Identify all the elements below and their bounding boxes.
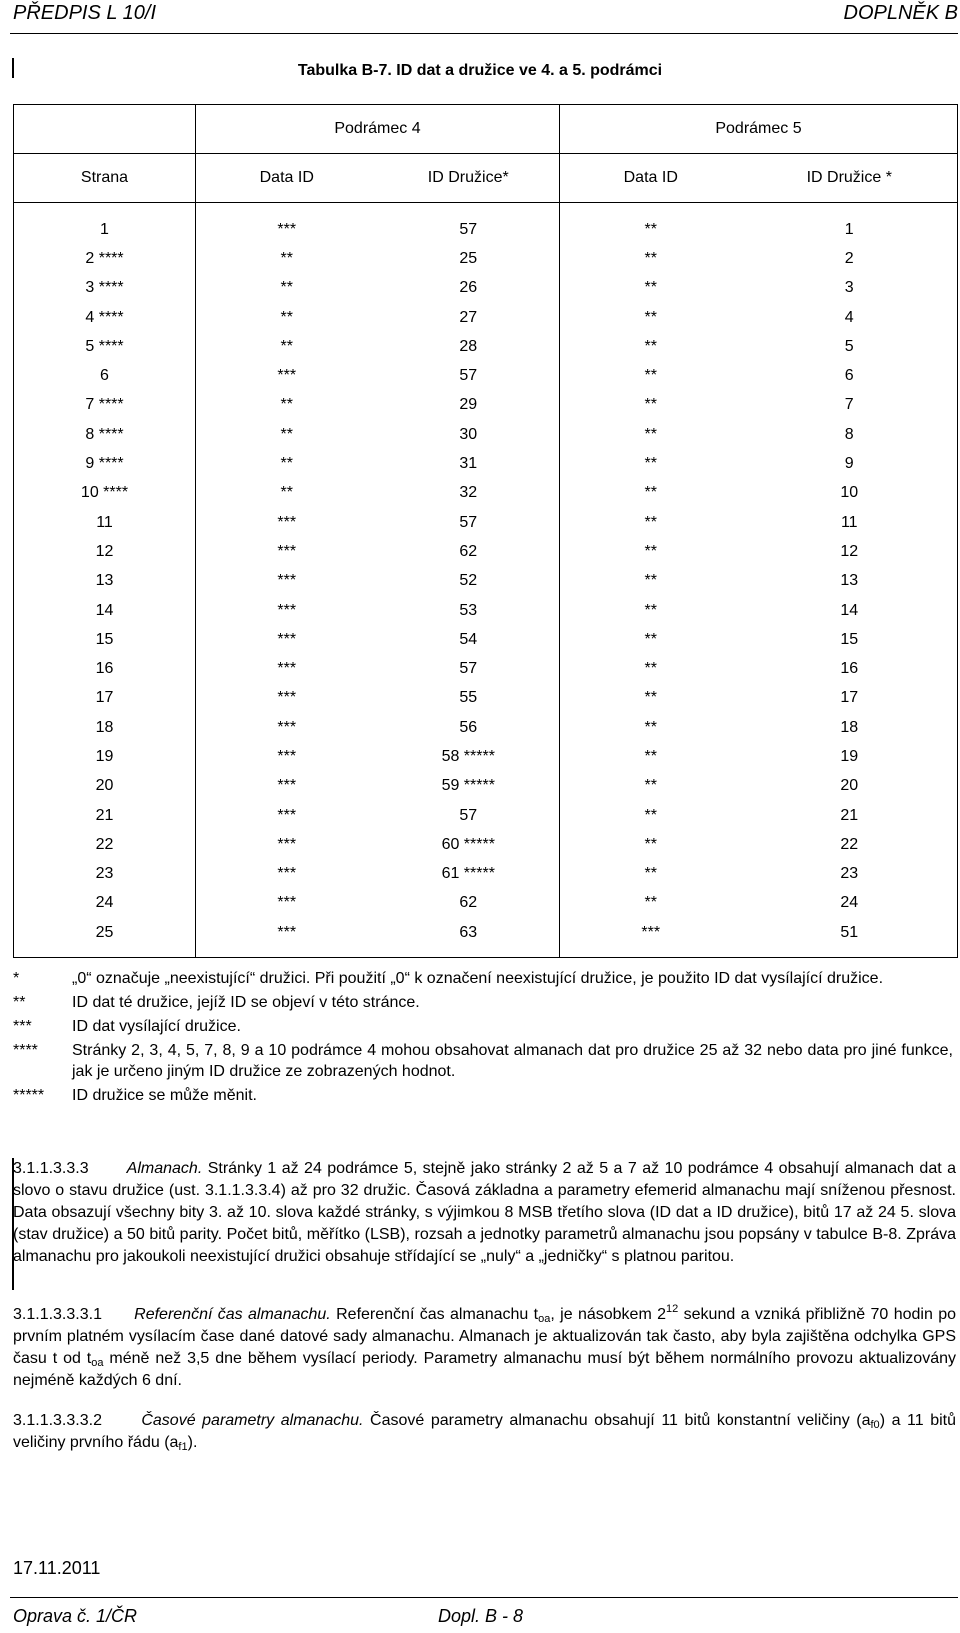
column-header-row — [14, 154, 958, 203]
table-cell: ** — [644, 513, 657, 531]
table-row — [14, 654, 958, 683]
table-cell: 57 — [378, 508, 560, 537]
table-cell: *** — [277, 572, 297, 590]
table-row — [14, 801, 958, 830]
table-row — [14, 361, 958, 390]
table-cell: 57 — [378, 215, 560, 244]
table-cell: 20 — [14, 772, 196, 801]
footer-date: 17.11.2011 — [13, 1558, 101, 1578]
table-cell: 15 — [840, 630, 859, 648]
table-cell: ** — [644, 660, 657, 678]
table-row — [14, 449, 958, 478]
table-row — [14, 830, 958, 859]
table-cell: 29 — [378, 391, 560, 420]
table-cell: 62 — [378, 889, 560, 918]
subscript: f1 — [178, 1441, 188, 1453]
note-item — [13, 1040, 953, 1082]
table-body — [14, 203, 958, 958]
subscript: oa — [538, 1313, 551, 1325]
table-cell: 25 — [14, 918, 196, 947]
paragraph-text: méně než 3,5 dne během vysílací periody. Parametry almanachu musí být během normálního provozu aktualizovány nejméně každých 6 dní. — [13, 1350, 956, 1389]
table-cell: *** — [277, 923, 297, 941]
footer-page-number — [438, 1606, 523, 1627]
note-text: „0“ označuje „neexistující“ družici. Při použití „0“ k označení neexistující družice, je použito ID dat vysílající družice. — [72, 970, 884, 987]
table-cell: ** — [644, 572, 657, 590]
table-cell: *** — [277, 220, 297, 238]
paragraph-title: Almanach. — [126, 1160, 203, 1177]
table-cell: ** — [644, 777, 657, 795]
table-row — [14, 772, 958, 801]
table-row — [14, 274, 958, 303]
note-mark: *** — [13, 1018, 32, 1035]
table-cell: ** — [280, 484, 293, 502]
paragraph-text: sekund a vzniká přibližně 70 hodin po prvním platném vysílacím čase dané datové sady almanachu. Almanach je aktualizován tak často, aby byla zajištěna odchylka GPS času t od t — [13, 1306, 956, 1367]
table-cell: 10 — [840, 484, 859, 502]
table-cell: 12 — [14, 537, 196, 566]
table-cell: 18 — [14, 713, 196, 742]
table-cell: 51 — [840, 923, 859, 941]
table-row — [14, 244, 958, 273]
table-cell: *** — [641, 923, 661, 941]
table-row — [14, 537, 958, 566]
table-cell: 16 — [840, 660, 859, 678]
superscript: 12 — [666, 1303, 679, 1315]
table-cell: ** — [644, 689, 657, 707]
paragraph-text: Časové parametry almanachu obsahují 11 bitů konstantní veličiny (a — [370, 1412, 871, 1429]
table-cell: 11 — [840, 513, 858, 531]
paragraph-text: Stránky 1 až 24 podrámce 5, stejně jako stránky 2 až 5 a 7 až 10 podrámce 4 obsahují almanach dat a slovo o stavu družice (ust. 3.1.1.3.3.4) až pro 32 družic. Časová základna a parametry efemerid almanachu mají sníženou přesnost. Data obsazují všechny bity 3. až 10. slova každé stránky, s výjimkou 8 MSB třetího slova (ID dat a ID družice), bitů 17 až 24 5. slova (stav družice) a 50 bitů parity. Počet bitů, měřítko (LSB), rozsah a jednotky parametrů almanachu jsou popsány v tabulce B-8. Zpráva almanachu pro jakoukoli neexistující družici obsahuje střídající se „nuly“ a „jedničky“ s platnou paritou. — [13, 1160, 956, 1265]
column-header: Strana — [14, 154, 196, 203]
table-cell: 22 — [14, 830, 196, 859]
paragraph-text: ). — [187, 1434, 198, 1451]
note-text: ID družice se může měnit. — [72, 1087, 257, 1104]
subscript: f0 — [870, 1419, 880, 1431]
table-cell: ** — [644, 249, 657, 267]
table-row — [14, 684, 958, 713]
table-row — [14, 567, 958, 596]
table-cell: 14 — [840, 601, 859, 619]
table-cell: 24 — [840, 894, 859, 912]
table-cell: ** — [644, 630, 657, 648]
table-cell: ** — [280, 308, 293, 326]
table-row — [14, 889, 958, 918]
column-header: ID Družice* — [378, 154, 560, 203]
table-cell: 4 **** — [14, 303, 196, 332]
table-cell: 8 **** — [14, 420, 196, 449]
table-cell: ** — [280, 279, 293, 297]
table-row — [14, 918, 958, 947]
table-cell: 27 — [378, 303, 560, 332]
table-cell: 24 — [14, 889, 196, 918]
note-item — [13, 968, 953, 989]
table-row — [14, 215, 958, 244]
table-cell: 28 — [378, 332, 560, 361]
table-cell: 4 — [844, 308, 854, 326]
group-header-row — [14, 105, 958, 154]
table-cell: *** — [277, 689, 297, 707]
table-cell: 12 — [840, 542, 859, 560]
table-cell: *** — [277, 513, 297, 531]
table-cell: ** — [644, 718, 657, 736]
note-item — [13, 1016, 953, 1037]
paragraph-title: Časové parametry almanachu. — [141, 1412, 364, 1429]
table-cell: ** — [644, 601, 657, 619]
note-text: ID dat vysílající družice. — [72, 1018, 241, 1035]
table-cell: ** — [644, 484, 657, 502]
header-left: PŘEDPIS L 10/I — [13, 2, 157, 24]
table-cell: 32 — [378, 479, 560, 508]
table-cell: *** — [277, 835, 297, 853]
table-cell: ** — [644, 747, 657, 765]
paragraph-text: ) a 11 bitů veličiny prvního řádu (a — [13, 1412, 957, 1451]
table-cell: 2 — [844, 249, 854, 267]
table-cell: 20 — [840, 777, 859, 795]
table-cell: 57 — [378, 654, 560, 683]
table-row — [14, 303, 958, 332]
column-header: ID Družice * — [742, 154, 958, 203]
table-cell: 58 ***** — [378, 742, 560, 771]
table-notes — [13, 968, 953, 1109]
table-row — [14, 508, 958, 537]
table-row — [14, 860, 958, 889]
table-cell: *** — [277, 806, 297, 824]
paragraph-time-parameters — [13, 1410, 956, 1454]
table-cell: *** — [277, 894, 297, 912]
table-row — [14, 596, 958, 625]
table-cell: *** — [277, 542, 297, 560]
table-row — [14, 742, 958, 771]
table-cell: ** — [280, 425, 293, 443]
table-cell: ** — [644, 865, 657, 883]
paragraph-title: Referenční čas almanachu. — [134, 1306, 331, 1323]
table-cell: 59 ***** — [378, 772, 560, 801]
table-cell: 9 — [844, 455, 854, 473]
table-cell: 7 — [844, 396, 854, 414]
group-header-subframe-5: Podrámec 5 — [560, 105, 958, 154]
table-cell: ** — [644, 308, 657, 326]
paragraph-number: 3.1.1.3.3.3.2 — [13, 1412, 102, 1429]
subscript: oa — [91, 1357, 104, 1369]
table-cell: ** — [280, 455, 293, 473]
table-cell: 52 — [378, 567, 560, 596]
table-cell: ** — [644, 894, 657, 912]
table-cell: 15 — [14, 625, 196, 654]
table-cell: ** — [644, 806, 657, 824]
table-cell: 5 — [844, 337, 854, 355]
table-cell: *** — [277, 865, 297, 883]
table-cell: 9 **** — [14, 449, 196, 478]
table-cell: 1 — [844, 220, 854, 238]
table-cell: *** — [277, 367, 297, 385]
table-cell: 57 — [378, 361, 560, 390]
footer-amendment — [13, 1606, 137, 1627]
header-right: DOPLNĚK B — [843, 2, 958, 24]
table-cell: 55 — [378, 684, 560, 713]
table-cell: 23 — [840, 865, 859, 883]
table-cell: *** — [277, 747, 297, 765]
note-item — [13, 1085, 953, 1106]
table-cell: *** — [277, 777, 297, 795]
table-cell: 22 — [840, 835, 859, 853]
table-cell: ** — [644, 367, 657, 385]
group-header-subframe-4: Podrámec 4 — [196, 105, 560, 154]
table-cell: 3 **** — [14, 274, 196, 303]
table-cell: 56 — [378, 713, 560, 742]
table-cell: *** — [277, 630, 297, 648]
header-rule — [10, 33, 958, 34]
table-cell: 62 — [378, 537, 560, 566]
satellite-id-table — [13, 104, 958, 958]
column-header: Data ID — [196, 154, 378, 203]
table-cell: ** — [644, 396, 657, 414]
table-cell: ** — [644, 835, 657, 853]
note-item — [13, 992, 953, 1013]
table-cell: 17 — [840, 689, 859, 707]
table-cell: 21 — [840, 806, 859, 824]
note-text: Stránky 2, 3, 4, 5, 7, 8, 9 a 10 podrámce 4 mohou obsahovat almanach dat pro družice 25 až 32 nebo data pro jiné funkce, jak je určeno jiným ID družice ze zobrazených hodnot. — [72, 1042, 953, 1080]
table-cell: 16 — [14, 654, 196, 683]
table-cell: 19 — [840, 747, 859, 765]
table-cell: ** — [280, 396, 293, 414]
paragraph-almanac — [13, 1158, 956, 1268]
table-cell: 25 — [378, 244, 560, 273]
note-mark: ** — [13, 994, 26, 1011]
paragraph-reference-time — [13, 1304, 956, 1392]
table-cell: 53 — [378, 596, 560, 625]
table-cell: 6 — [844, 367, 854, 385]
table-cell: 3 — [844, 279, 854, 297]
table-cell: 1 — [14, 215, 196, 244]
table-cell: 10 **** — [14, 479, 196, 508]
table-cell: ** — [280, 249, 293, 267]
table-cell: 61 ***** — [378, 860, 560, 889]
table-cell: 18 — [840, 718, 859, 736]
footer-rule — [10, 1597, 958, 1598]
table-cell: ** — [644, 337, 657, 355]
paragraph-number: 3.1.1.3.3.3 — [13, 1160, 89, 1177]
table-cell: 2 **** — [14, 244, 196, 273]
note-mark: ***** — [13, 1087, 45, 1104]
table-cell: 57 — [378, 801, 560, 830]
table-row — [14, 625, 958, 654]
paragraph-text: Referenční čas almanachu t — [336, 1306, 539, 1323]
table-cell: 5 **** — [14, 332, 196, 361]
table-row — [14, 479, 958, 508]
table-cell: 11 — [14, 508, 196, 537]
table-cell: 23 — [14, 860, 196, 889]
footer-amendment-text: Oprava č. 1/ČR — [13, 1606, 138, 1626]
paragraph-number: 3.1.1.3.3.3.1 — [13, 1306, 102, 1323]
table-cell: ** — [644, 279, 657, 297]
table-cell: 54 — [378, 625, 560, 654]
table-cell: *** — [277, 718, 297, 736]
table-cell: 63 — [378, 918, 560, 947]
table-caption: Tabulka B-7. ID dat a družice ve 4. a 5. podrámci — [297, 62, 663, 79]
table-cell: ** — [644, 455, 657, 473]
table-cell: *** — [277, 601, 297, 619]
table-cell: 8 — [844, 425, 854, 443]
table-cell: 6 — [14, 361, 196, 390]
table-cell: 13 — [14, 567, 196, 596]
table-cell: 26 — [378, 274, 560, 303]
table-cell: 31 — [378, 449, 560, 478]
table-cell: *** — [277, 660, 297, 678]
table-cell: ** — [644, 542, 657, 560]
table-cell: 19 — [14, 742, 196, 771]
note-mark: * — [13, 970, 20, 987]
table-cell: 17 — [14, 684, 196, 713]
footer-page-text: Dopl. B - 8 — [438, 1606, 524, 1626]
table-row — [14, 332, 958, 361]
table-row — [14, 420, 958, 449]
table-row — [14, 391, 958, 420]
table-cell: 21 — [14, 801, 196, 830]
table-row — [14, 713, 958, 742]
table-cell: 13 — [840, 572, 859, 590]
note-mark: **** — [13, 1042, 38, 1059]
column-header: Data ID — [560, 154, 742, 203]
note-text: ID dat té družice, jejíž ID se objeví v této stránce. — [72, 994, 420, 1011]
table-cell: 30 — [378, 420, 560, 449]
table-cell: 14 — [14, 596, 196, 625]
table-cell: 7 **** — [14, 391, 196, 420]
table-cell: ** — [644, 220, 657, 238]
table-cell: 60 ***** — [378, 830, 560, 859]
table-cell: ** — [644, 425, 657, 443]
paragraph-text: , je násobkem 2 — [550, 1306, 667, 1323]
table-cell: ** — [280, 337, 293, 355]
